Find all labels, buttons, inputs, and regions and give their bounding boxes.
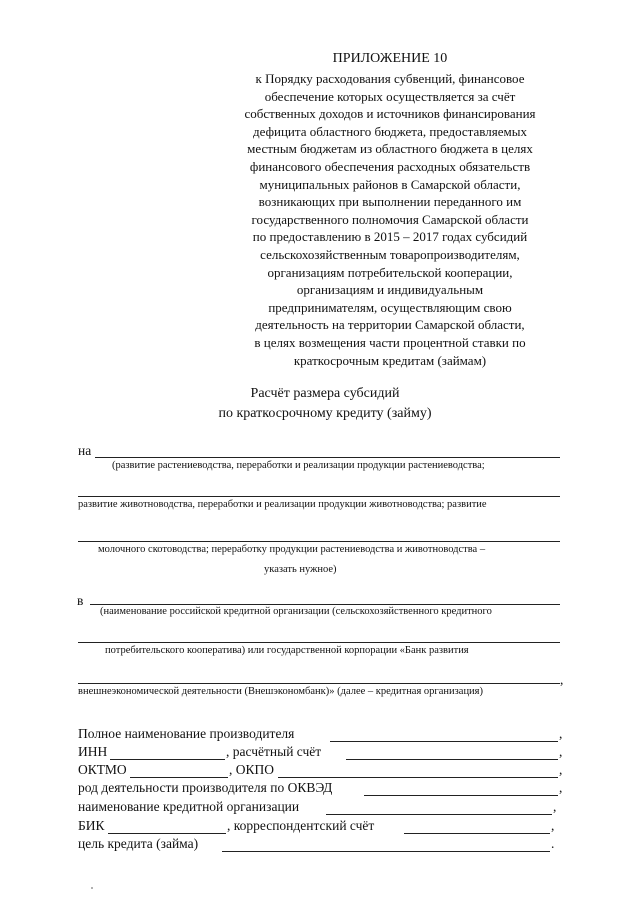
appendix-line: финансового обеспечения расходных обязательств (249, 159, 531, 174)
appendix-line: к Порядку расходования субвенций, финансовое (255, 71, 525, 86)
okpo-field[interactable] (278, 777, 558, 778)
producer-name-field[interactable] (330, 741, 558, 742)
oktmo-field[interactable] (130, 777, 228, 778)
appendix-line: собственных доходов и источников финансирования (244, 106, 536, 122)
purpose-field[interactable] (222, 851, 550, 852)
corr-account-field[interactable] (404, 833, 550, 834)
v-comma: , (560, 672, 564, 687)
bank-name-field[interactable] (326, 814, 552, 815)
v-field-line-2[interactable] (78, 642, 560, 643)
appendix-line: деятельность на территории Самарской области, (255, 317, 525, 333)
appendix-line: возникающих при выполнении переданного им (258, 194, 522, 210)
producer-name-label: Полное наименование производителя (78, 726, 295, 741)
document-subtitle: по краткосрочному кредиту (займу) (218, 406, 432, 421)
appendix-line: предпринимателям, осуществляющим свою (268, 299, 512, 315)
na-field-line-3[interactable] (78, 541, 560, 542)
na-hint-1: (развитие растениеводства, переработки и реализации продукции растениеводства; (112, 460, 485, 471)
bank-name-label: наименование кредитной организации (78, 799, 300, 814)
okved-label: род деятельности производителя по ОКВЭД (78, 780, 333, 795)
appendix-line: муниципальных районов в Самарской области, (259, 176, 521, 192)
purpose-label: цель кредита (займа) (78, 836, 199, 851)
v-field-line-3[interactable] (78, 683, 560, 684)
bik-field[interactable] (108, 833, 226, 834)
v-prefix: в (77, 593, 84, 608)
account-comma: , (559, 744, 563, 759)
account-field[interactable] (346, 759, 558, 760)
appendix-line: дефицита областного бюджета, предоставляемых (253, 123, 527, 139)
appendix-line: обеспечение которых осуществляется за счёт (264, 88, 516, 104)
bik-label: БИК (78, 818, 105, 833)
appendix-line: сельскохозяйственным товаропроизводителям, (260, 247, 520, 262)
v-hint-1: (наименование российской кредитной организации (сельскохозяйственного кредитного (100, 606, 492, 617)
producer-name-comma: , (559, 726, 563, 741)
okved-comma: , (559, 780, 563, 795)
appendix-line: в целях возмещения части процентной ставки по (254, 335, 526, 350)
scan-speck (91, 887, 93, 889)
corr-account-label: , корреспондентский счёт (227, 818, 375, 833)
v-field-line-1[interactable] (90, 604, 560, 605)
na-hint-4: указать нужное) (264, 564, 337, 575)
okved-field[interactable] (364, 795, 558, 796)
bank-name-comma: , (553, 799, 557, 814)
v-hint-3: внешнеэкономической деятельности (Внешэкономбанк)» (далее – кредитная организация) (78, 686, 484, 697)
okpo-comma: , (559, 762, 563, 777)
appendix-line: местным бюджетам из областного бюджета в целях (247, 141, 533, 157)
na-hint-3: молочного скотоводства; переработку продукции растениеводства и животноводства – (98, 544, 486, 555)
na-field-line-1[interactable] (95, 457, 560, 458)
corr-account-comma: , (551, 818, 555, 833)
purpose-period: . (551, 836, 555, 851)
account-label: , расчётный счёт (226, 744, 322, 759)
oktmo-label: ОКТМО (78, 762, 127, 777)
okpo-label: , ОКПО (229, 762, 275, 777)
appendix-line: государственного полномочия Самарской области (251, 211, 529, 227)
appendix-line: организациям потребительской кооперации, (267, 264, 513, 280)
document-title: Расчёт размера субсидий (250, 386, 400, 401)
inn-label: ИНН (78, 744, 108, 759)
v-hint-2: потребительского кооператива) или государственной корпорации «Банк развития (105, 645, 469, 656)
inn-field[interactable] (110, 759, 225, 760)
appendix-line: организациям и индивидуальным (296, 282, 484, 298)
appendix-line: краткосрочным кредитам (займам) (293, 352, 487, 368)
na-prefix: на (78, 443, 92, 458)
appendix-line: по предоставлению в 2015 – 2017 годах субсидий (252, 229, 528, 245)
appendix-title: ПРИЛОЖЕНИЕ 10 (332, 51, 448, 66)
na-hint-2: развитие животноводства, переработки и реализации продукции животноводства; развитие (78, 499, 487, 510)
na-field-line-2[interactable] (78, 496, 560, 497)
